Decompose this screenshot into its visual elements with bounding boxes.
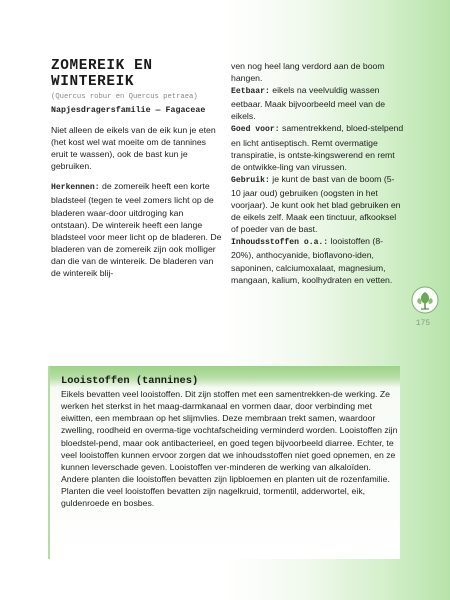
title-line-2: WINTEREIK: [51, 74, 135, 90]
inhoud-text: looistoffen (8-20%), anthocyanide, bioflavono-iden, saponinen, calciumoxalaat, magnesium, mangaan, kalium, koolhydraten en vetten.: [231, 236, 393, 285]
info-box-text: Eikels bevatten veel looistoffen. Dit zijn stoffen met een samentrekken-de werking. Ze werken het sterkst in het maag-darmkanaal en vormen daar, door verbinding met eiwitten, een membraan op het slijmvlies. Deze membraan trekt samen, waardoor zwelling, roodheid en overma-tige vochtafscheiding verminderd worden. Looistoffen zijn bloedstel-pend, maar ook antibacterieel, en goed tegen bijvoorbeeld diarree. Echter, te veel looistoffen kunnen ervoor zorgen dat we inhoudsstoffen niet goed opnemen, en ze kunnen leverschade geven. Looistoffen ver-minderen de werking van alkaloïden. Andere planten die looistoffen bevatten zijn lipbloemen en planten uit de rozenfamilie. Planten die veel looistoffen bevatten zijn nagelkruid, tormentil, adderwortel, eik, guldenroede en bosbes.: [61, 389, 398, 509]
goedvoor-text: samentrekkend, bloed-stelpend en licht antiseptisch. Remt overmatige transpiratie, is ontste-kingswerend en remt de ontwikke-ling van virussen.: [231, 123, 404, 172]
info-box-title: Looistoffen (tannines): [61, 375, 199, 387]
herkennen-continuation: ven nog heel lang verdord aan de boom hangen.: [231, 61, 385, 84]
tree-leaf-icon: [410, 285, 440, 320]
info-box: [50, 366, 400, 559]
eetbaar-term: Eetbaar:: [231, 87, 270, 97]
goedvoor-term: Goed voor:: [231, 125, 280, 135]
herkennen-paragraph: [51, 180, 223, 279]
gebruik-paragraph: [231, 173, 404, 235]
herkennen-text: de zomereik heeft een korte bladsteel (tegen te veel zomers licht op de bladeren waar-door uitdroging kan ontstaan). De wintereik heeft een lange bladsteel voor meer licht op de bladeren. De bladeren van de zomereik zijn ook molliger dan die van de wintereik. De bladeren van de wintereik blij-: [51, 181, 222, 279]
gebruik-text: je kunt de bast van de boom (5-10 jaar oud) gebruiken (oogsten in het voorjaar). Je kunt ook het blad gebruiken en de eikels zelf. Maak een tinctuur, afkooksel of poeder van de bast.: [231, 173, 401, 235]
latin-name: (Quercus robur en Quercus petraea): [51, 93, 198, 101]
eetbaar-text: eikels na veelvuldig wassen eetbaar. Maak bijvoorbeeld meel van de eikels.: [231, 85, 386, 122]
herkennen-term: Herkennen:: [51, 183, 100, 193]
title-line-1: ZOMEREIK EN: [51, 58, 153, 74]
eetbaar-paragraph: [231, 84, 404, 122]
inhoud-term: Inhoudsstoffen o.a.:: [231, 238, 329, 248]
goedvoor-paragraph: [231, 122, 404, 172]
right-column: [231, 60, 404, 286]
page-title: [51, 58, 223, 90]
left-column: [51, 58, 223, 279]
plant-family: Napjesdragersfamilie — Fagaceae: [51, 106, 206, 115]
info-box-content: [61, 375, 399, 510]
intro-paragraph: Niet alleen de eikels van de eik kun je eten (het kost wel wat moeite om de tannines eruit te wassen), ook de bast kun je gebruiken.: [51, 125, 216, 172]
gebruik-term: Gebruik:: [231, 175, 270, 185]
inhoud-paragraph: [231, 235, 404, 285]
page-number: 175: [415, 319, 431, 328]
